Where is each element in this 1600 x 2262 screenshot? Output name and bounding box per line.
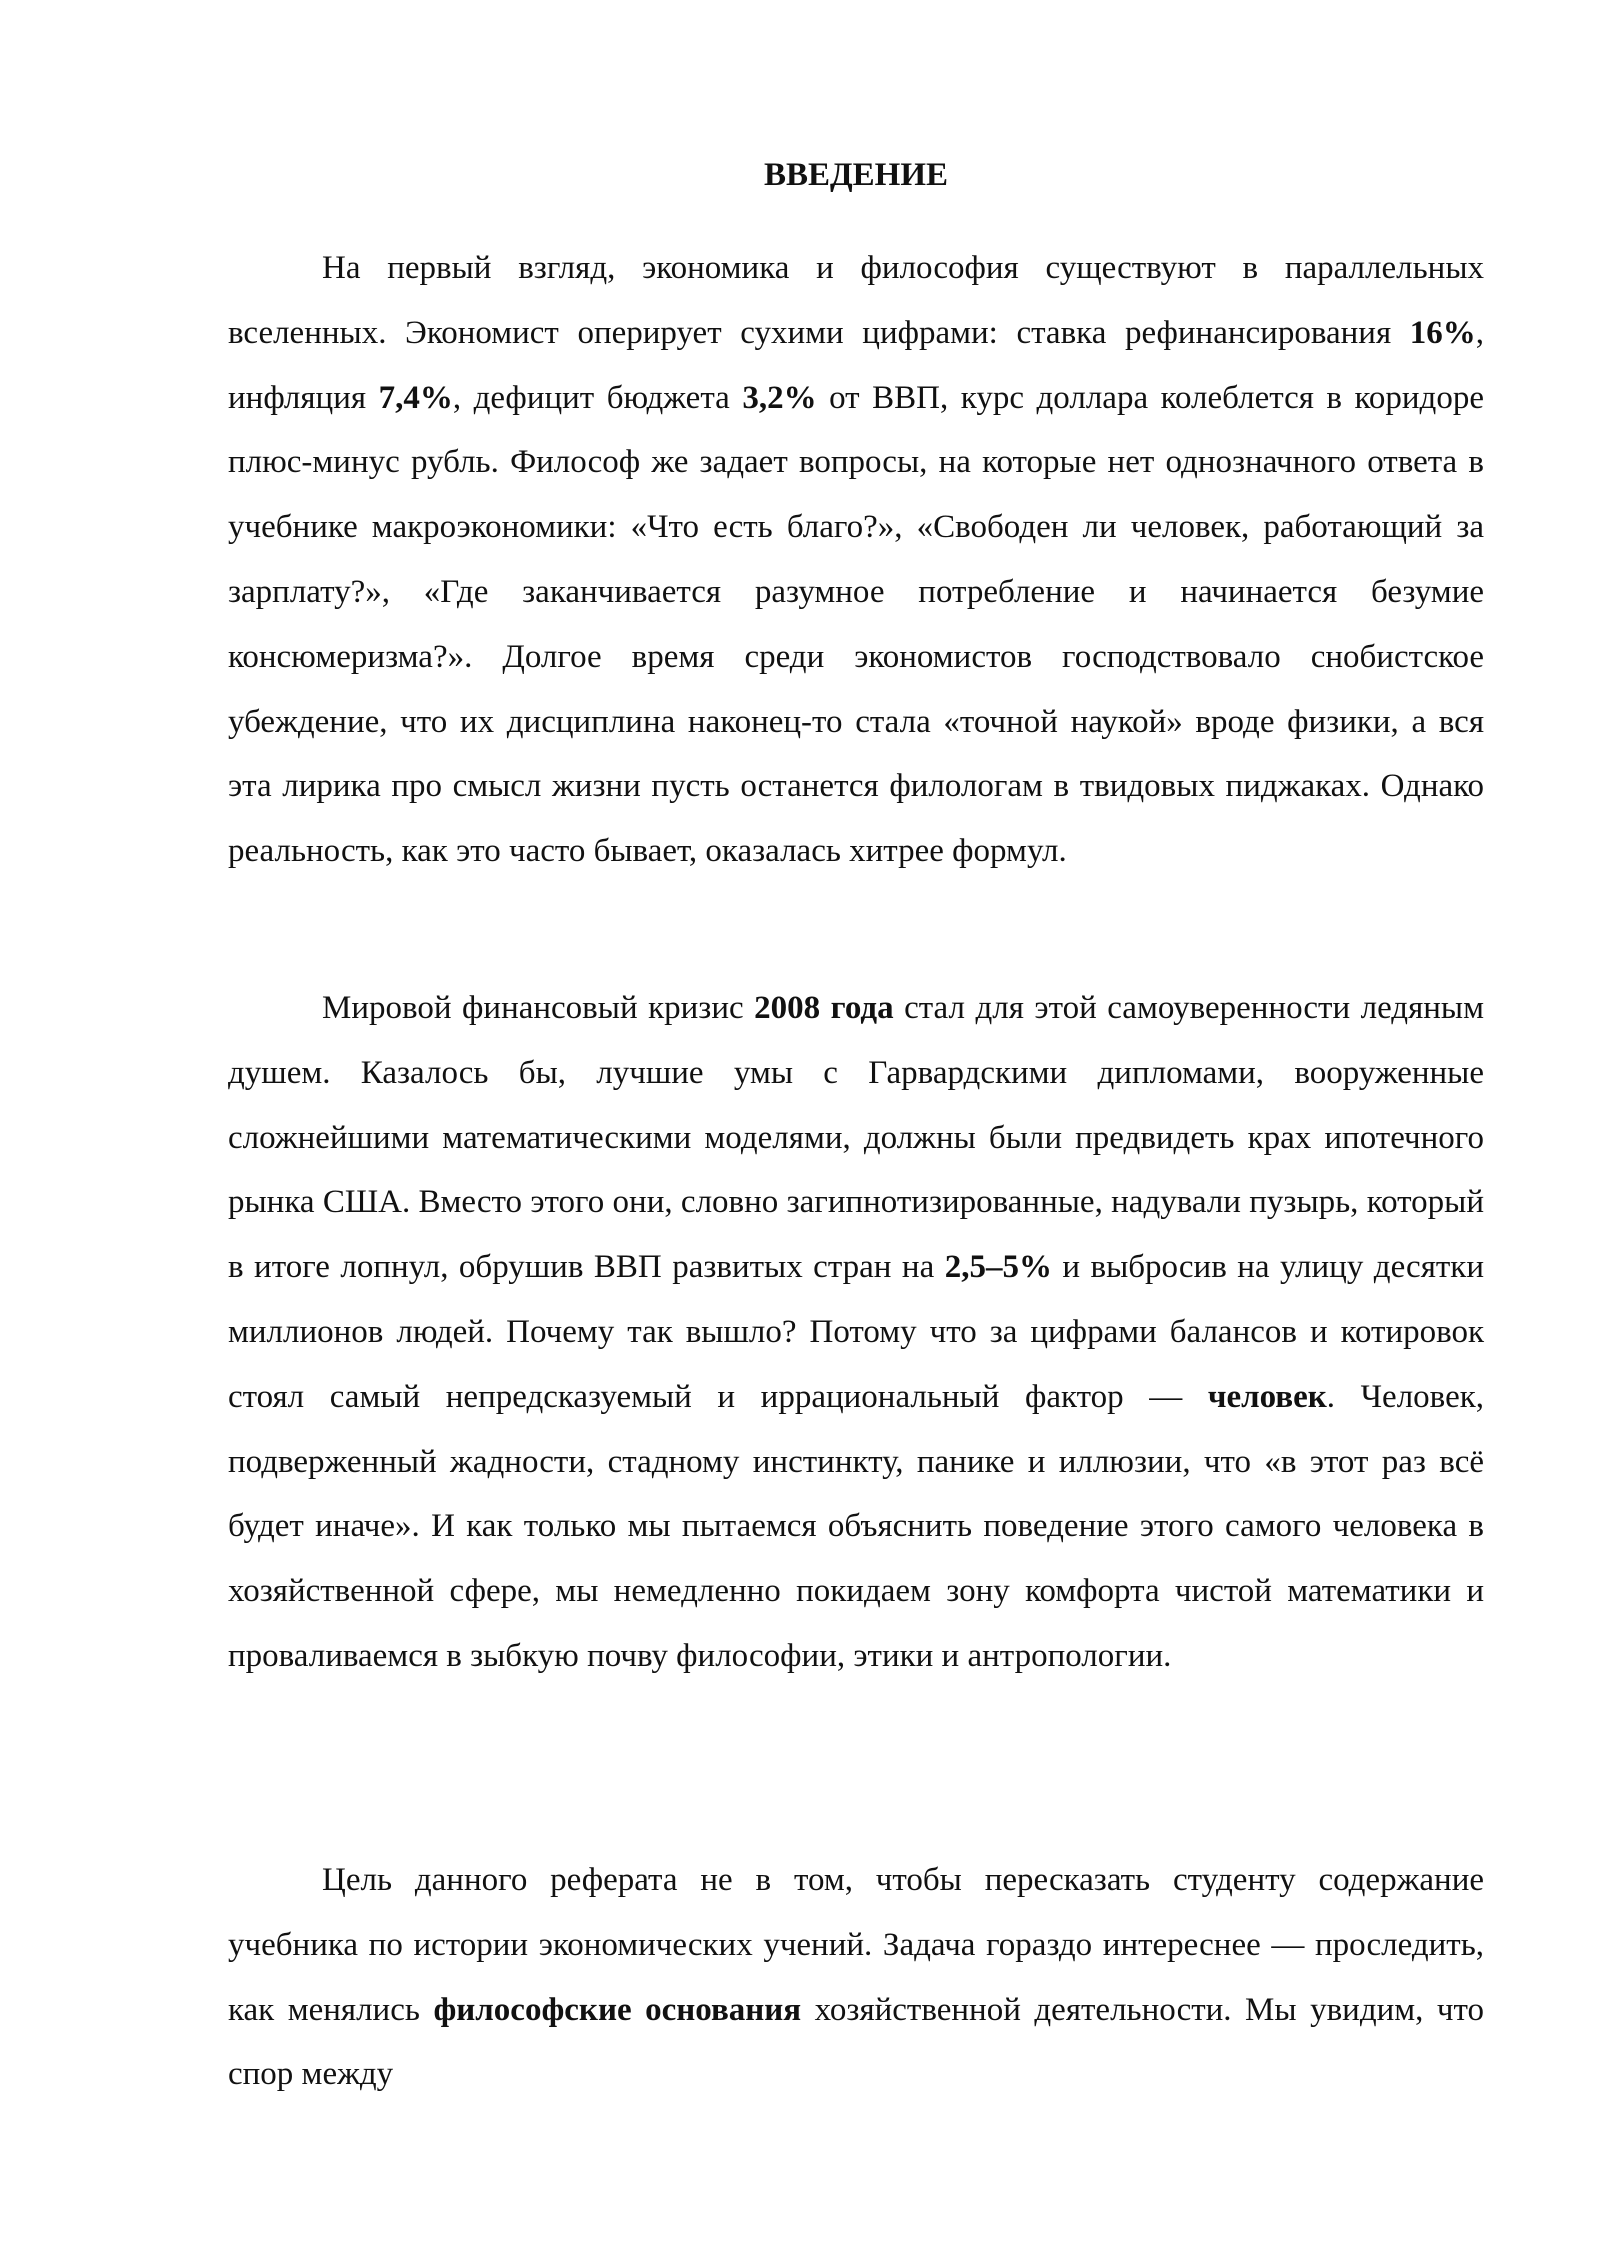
bold-term: философские основания bbox=[433, 1991, 802, 2028]
page-title: ВВЕДЕНИЕ bbox=[763, 157, 949, 193]
bold-figure: 16% bbox=[1409, 314, 1476, 351]
text-segment: и выбросив на улицу десятки миллионов людей. Почему так вышло? Потому что за цифрами балансов и котировок стоял самый непредсказуемый и иррациональный фактор — bbox=[228, 1249, 1484, 1415]
paragraph-1 bbox=[228, 236, 1484, 884]
text-segment: На первый взгляд, экономика и философия существуют в параллельных вселенных. Экономист оперирует сухими цифрами: ставка рефинансирования bbox=[228, 250, 1484, 351]
bold-figure: 3,2% bbox=[742, 379, 817, 416]
bold-term: человек bbox=[1207, 1378, 1327, 1415]
text-segment: . Человек, подверженный жадности, стадному инстинкту, панике и иллюзии, что «в этот раз всё будет иначе». И как только мы пытаемся объяснить поведение этого самого человека в хозяйственной сфере, мы немедленно покидаем зону комфорта чистой математики и проваливаемся в зыбкую почву философии, этики и антропологии. bbox=[228, 1378, 1484, 1674]
text-segment: хозяйственной деятельности. Мы увидим, что спор между bbox=[228, 1991, 1485, 2093]
paragraph-3 bbox=[228, 1848, 1484, 2107]
text-segment: , дефицит бюджета bbox=[452, 379, 743, 416]
bold-figure: 2008 года bbox=[754, 990, 894, 1026]
text-segment: , инфляция bbox=[228, 314, 1484, 416]
text-segment: стал для этой самоуверенности ледяным душем. Казалось бы, лучшие умы с Гарвардскими дипломами, вооруженные сложнейшими математическими моделями, должны были предвидеть крах ипотечного рынка США. Вместо этого они, словно загипнотизированные, надували пузырь, который в итоге лопнул, обрушив ВВП развитых стран на bbox=[228, 990, 1484, 1286]
text-segment: Цель данного реферата не в том, чтобы пересказать студенту содержание учебника по истории экономических учений. Задача гораздо интереснее — проследить, как менялись bbox=[228, 1862, 1484, 2028]
paragraph-2 bbox=[228, 976, 1484, 1689]
bold-figure: 2,5–5% bbox=[944, 1249, 1052, 1286]
text-segment: от ВВП, курс доллара колеблется в коридоре плюс-минус рубль. Философ же задает вопросы, на которые нет однозначного ответа в учебнике макроэкономики: «Что есть благо?», «Свободен ли человек, работающий за зарплату?», «Где заканчивается разумное потребление и начинается безумие консюмеризма?». Долгое время среди экономистов господствовало снобистское убеждение, что их дисциплина наконец-то стала «точной наукой» вроде физики, а вся эта лирика про смысл жизни пусть останется филологам в твидовых пиджаках. Однако реальность, как это часто бывает, оказалась хитрее формул. bbox=[228, 379, 1484, 870]
document-page bbox=[228, 0, 1484, 2262]
bold-figure: 7,4% bbox=[378, 379, 453, 416]
text-segment: Мировой финансовый кризис bbox=[322, 990, 755, 1026]
